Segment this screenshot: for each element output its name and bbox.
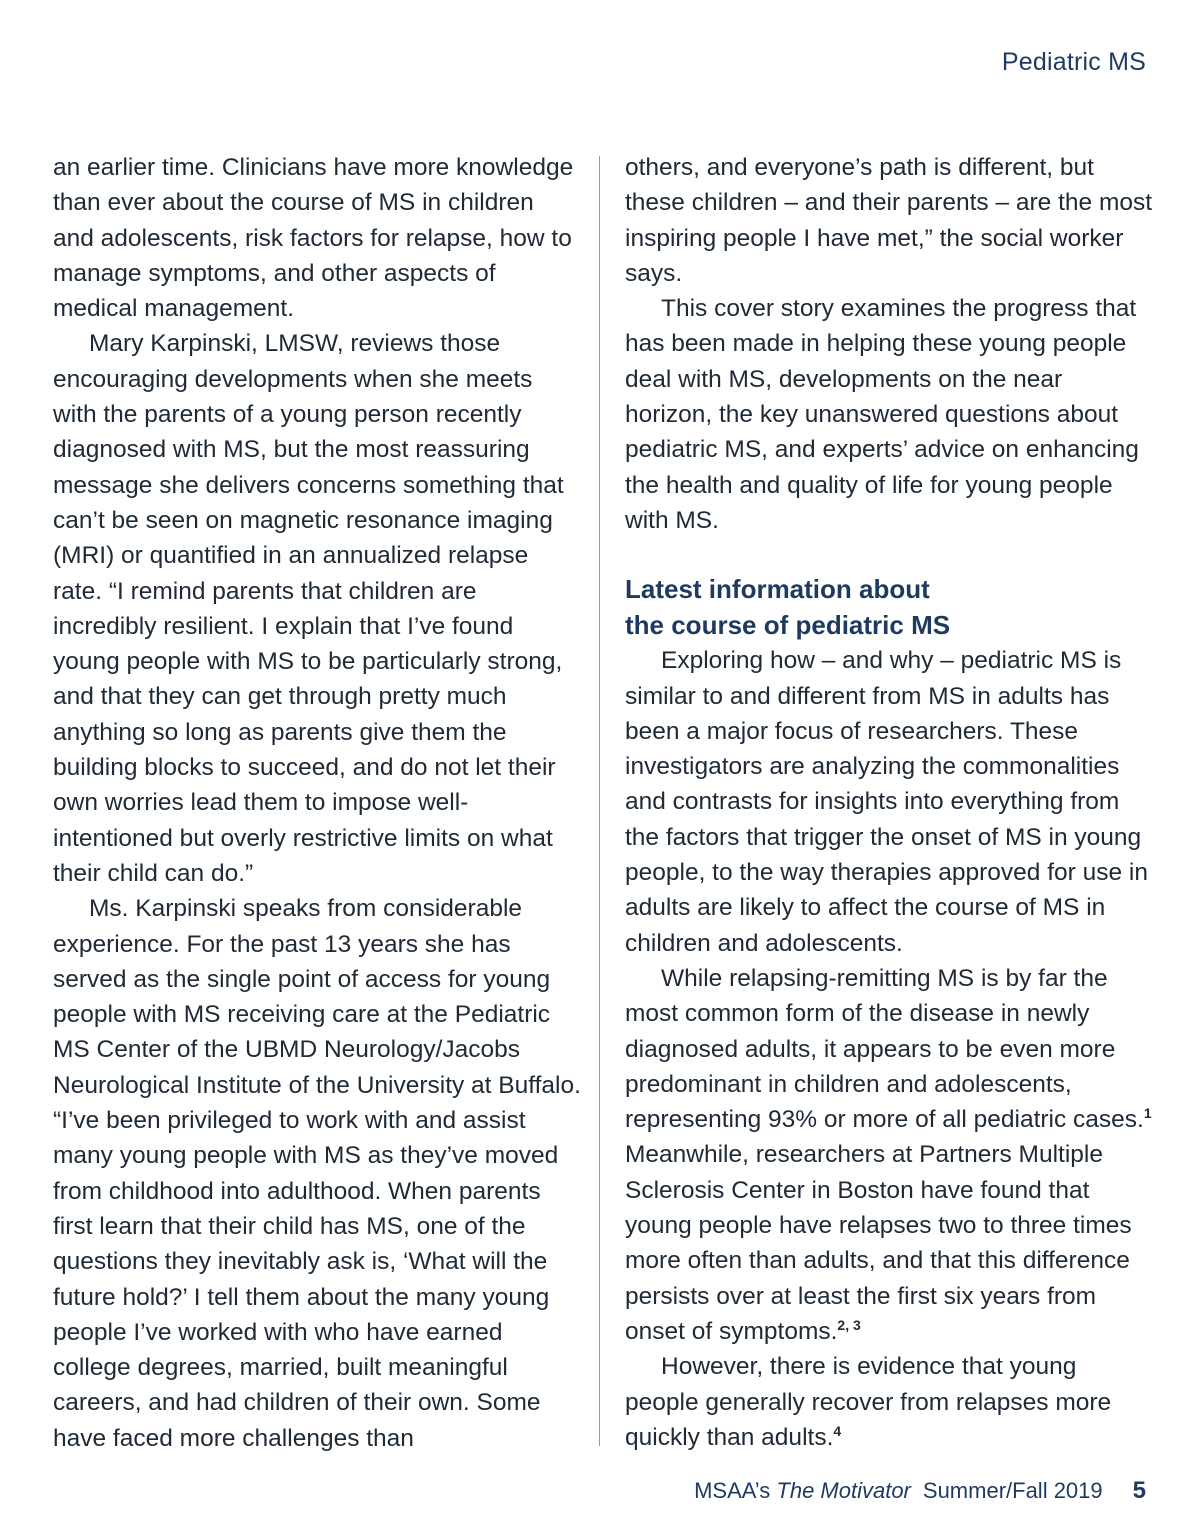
relapsing-text-part-2: Meanwhile, researchers at Partners Multiple Sclerosis Center in Boston have found that young people have relapses two to three times more often than adults, and that this difference persists over at least the first six years from onset of symptoms. [625, 1141, 1132, 1345]
section-heading [625, 571, 1155, 643]
footer-publisher: MSAA’s [694, 1478, 777, 1503]
reference-4: 4 [833, 1422, 842, 1439]
paragraph-karpinski-experience: Ms. Karpinski speaks from considerable experience. For the past 13 years she has served as the single point of access for young people with MS receiving care at the Pediatric MS Center of the UBMD Neurology/Jacobs Neurological Institute of the University at Buffalo. “I’ve been privileged to work with and assist many young people with MS as they’ve moved from childhood into adulthood. When parents first learn that their child has MS, one of the questions they inevitably ask is, ‘What will the future hold?’ I tell them about the many young people I’ve worked with who have earned college degrees, married, built meaningful careers, and had children of their own. Some have faced more challenges than [53, 895, 581, 1452]
page-number: 5 [1132, 1477, 1146, 1504]
paragraph-cover-story: This cover story examines the progress that has been made in helping these young people deal with MS, developments on the near horizon, the key unanswered questions about pediatric MS, and experts’ advice on enhancing the health and quality of life for young people with MS. [625, 295, 1139, 534]
relapsing-text-part-1: While relapsing-remitting MS is by far the most common form of the disease in newly diagnosed adults, it appears to be even more predominant in children and adolescents, representing 93% or more of all pediatric cases. [625, 964, 1144, 1134]
reference-1: 1 [1143, 1105, 1152, 1122]
left-column [53, 150, 581, 1456]
running-head-section-label: Pediatric MS [1001, 48, 1146, 76]
paragraph-intro-continued: an earlier time. Clinicians have more knowledge than ever about the course of MS in children and adolescents, risk factors for relapse, how to manage symptoms, and other aspects of medical management. [53, 154, 574, 323]
right-column [625, 150, 1155, 1455]
reference-2-3: 2, 3 [837, 1316, 861, 1333]
paragraph-relapsing-remitting [625, 961, 1155, 1349]
however-text: However, there is evidence that young people generally recover from relapses more quickly than adults. [625, 1353, 1112, 1451]
paragraph-exploring: Exploring how – and why – pediatric MS is similar to and different from MS in adults has been a major focus of researchers. These investigators are analyzing the commonalities and contrasts for insights into everything from the factors that trigger the onset of MS in young people, to the way therapies approved for use in adults are likely to affect the course of MS in children and adolescents. [625, 647, 1149, 957]
section-heading-line-1: Latest information about [625, 574, 930, 605]
paragraph-karpinski-reviews: Mary Karpinski, LMSW, reviews those encouraging developments when she meets with the parents of a young person recently diagnosed with MS, but the most reassuring message she delivers concerns something that can’t be seen on magnetic resonance imaging (MRI) or quantified in an annualized relapse rate. “I remind parents that children are incredibly resilient. I explain that I’ve found young people with MS to be particularly strong, and that they can get through pretty much anything so long as parents give them the building blocks to succeed, and do not let their own worries lead them to impose well-intentioned but overly restrictive limits on what their child can do.” [53, 330, 564, 887]
page-footer [694, 1477, 1146, 1505]
footer-issue: Summer/Fall 2019 [922, 1478, 1103, 1503]
footer-magazine-title: The Motivator [776, 1478, 911, 1503]
section-heading-line-2: the course of pediatric MS [625, 610, 951, 641]
paragraph-quote-continued: others, and everyone’s path is different, but these children – and their parents – are the most inspiring people I have met,” the social worker says. [625, 154, 1153, 287]
paragraph-however [625, 1349, 1155, 1455]
column-divider [599, 156, 600, 1446]
